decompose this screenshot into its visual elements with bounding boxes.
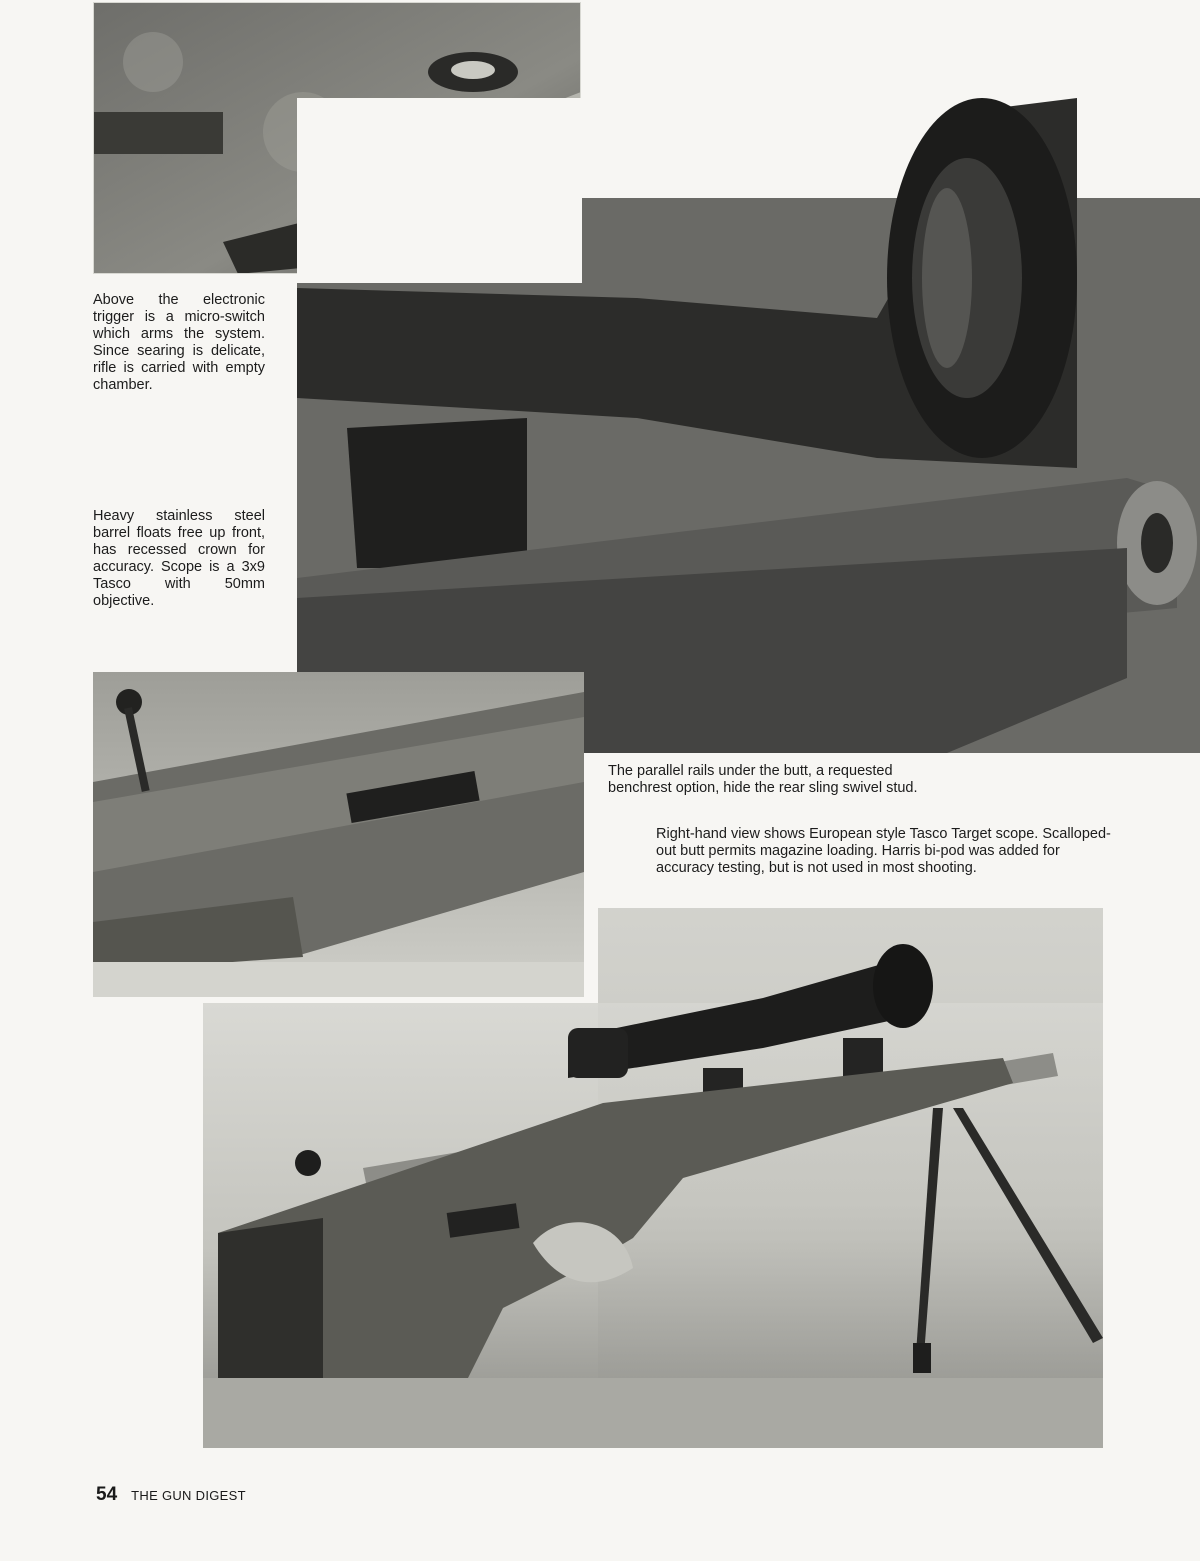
rifle-right-hand-view-photo [203,908,1103,1448]
trigger-caption: Above the electronic trigger is a micro-switch which arms the system. Since searing is delicate, rifle is carried with empty chamber. [93,292,265,393]
page-number: 54 [96,1484,118,1505]
barrel-caption: Heavy stainless steel barrel floats free up front, has recessed crown for accuracy. Scope is a 3x9 Tasco with 50mm objective. [93,508,265,609]
barrel-scope-closeup-photo [297,98,1200,753]
publication-name: THE GUN DIGEST [131,1488,246,1503]
rails-caption: The parallel rails under the butt, a requested benchrest option, hide the rear sling swivel stud. [608,763,918,796]
right-view-caption: Right-hand view shows European style Tasco Target scope. Scalloped-out butt permits magazine loading. Harris bi-pod was added for accuracy testing, but is not used in most shooting. [656,826,1111,876]
page-footer [96,1484,246,1506]
